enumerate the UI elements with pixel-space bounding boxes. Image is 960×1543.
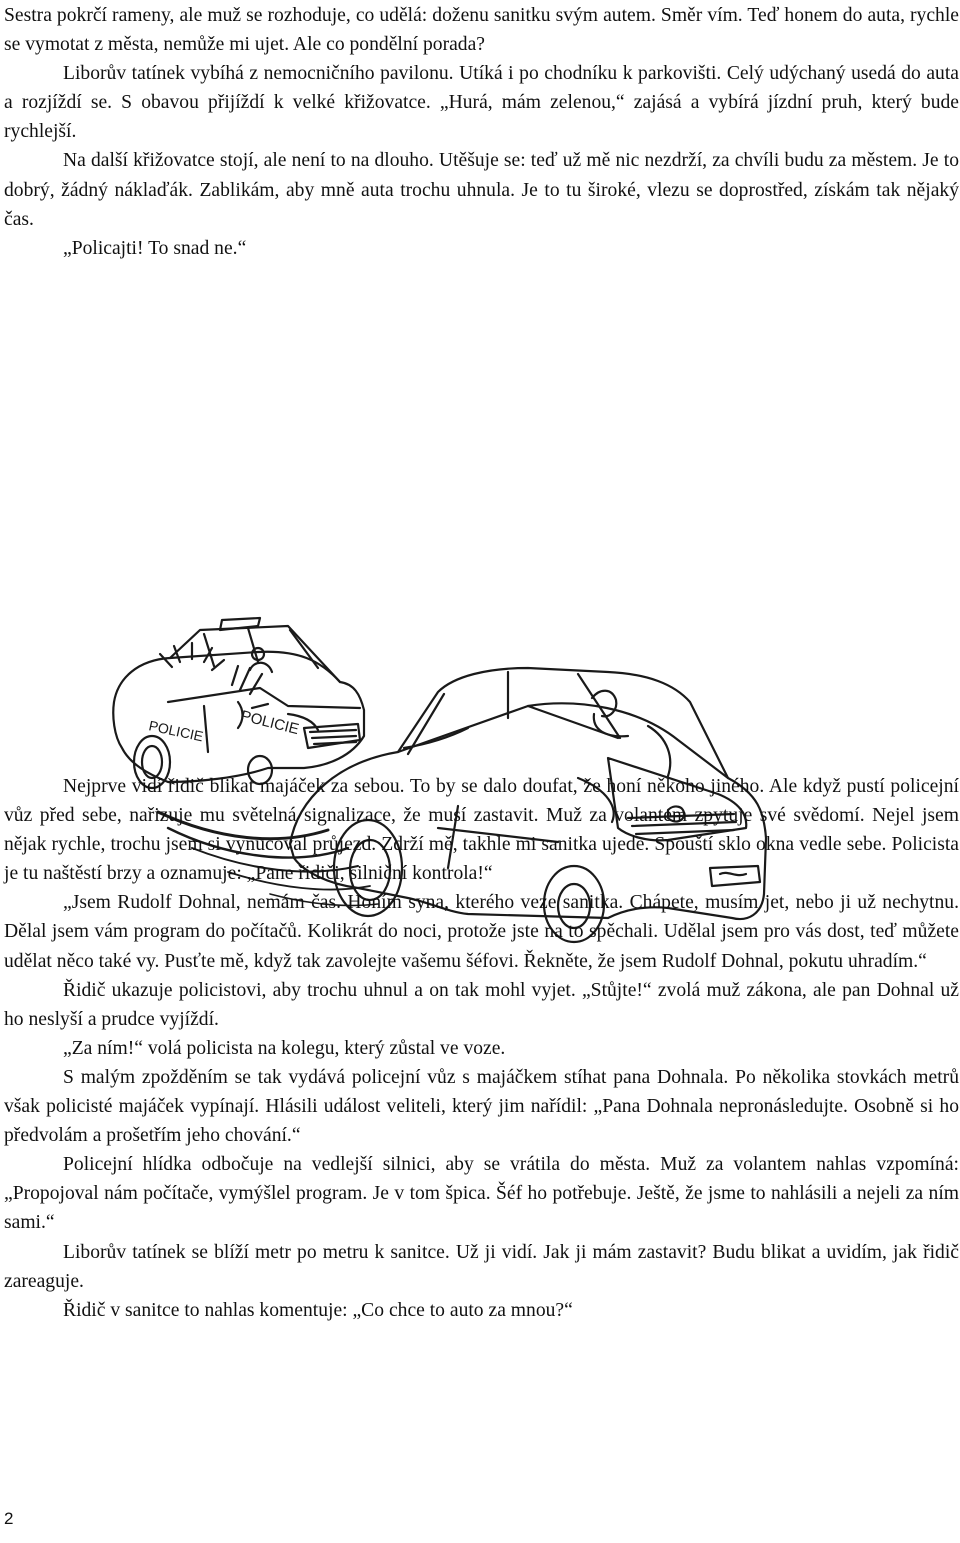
paragraph: „Jsem Rudolf Dohnal, nemám čas. Honím syna, kterého veze sanitka. Chápete, musím jet, nebo ji už nechytnu. Dělal jsem vám program do počítačů. Kolikrát do noci, protože jste na to spěchali. Udělal jsem pro vás dost, teď můžete udělat něco také vy. Pusťte mě, když tak zavolejte vašemu šéfovi. Řekněte, že jsem Rudolf Dohnal, pokutu uhradím.“ bbox=[4, 892, 959, 972]
police-car-lettering-door: POLICIE bbox=[239, 707, 301, 739]
car-chase-illustration bbox=[108, 707, 848, 758]
paragraph: Nejprve vidí řidič blikat majáček za sebou. To by se dalo doufat, že honí někoho jiného. Ale když pustí policejní vůz před sebe, nařizuje mu světelná signalizace, že musí zastavit. Muž za volantem zpytuje své svědomí. Nejel jsem nějak rychle, trochu jsem si vynucoval průjezd. Zdrží mě, takhle mi sanitka ujede. Spouští sklo okna vedle sebe. Policista je tu naštěstí brzy a oznamuje: „Pane řidiči, silniční kontrola!“ bbox=[4, 776, 959, 885]
police-car-drawing bbox=[113, 618, 364, 788]
paragraph: Na další křižovatce stojí, ale není to na dlouho. Utěšuje se: teď už mě nic nezdrží, za chvíli budu za městem. Je to dobrý, žádný náklaďák. Zablikám, aby mně auta trochu uhnula. Je to tu široké, vlezu se doprostřed, získám tak nějaký čas. bbox=[4, 150, 959, 230]
paragraph: Liborův tatínek vybíhá z nemocničního pavilonu. Utíká i po chodníku k parkovišti. Celý udýchaný usedá do auta a rozjíždí se. S obavou přijíždí k velké křižovatce. „Hurá, mám zelenou,“ zajásá a vybírá jízdní pruh, který bude rychlejší. bbox=[4, 63, 959, 143]
page-number: 2 bbox=[4, 1509, 14, 1528]
paragraph: Řidič v sanitce to nahlas komentuje: „Co chce to auto za mnou?“ bbox=[63, 1299, 573, 1321]
paragraph: „Za ním!“ volá policista na kolegu, který zůstal ve voze. bbox=[63, 1037, 506, 1059]
paragraph: Liborův tatínek se blíží metr po metru k sanitce. Už ji vidí. Jak ji mám zastavit? Budu blikat a uvidím, jak řidič zareaguje. bbox=[4, 1241, 959, 1292]
police-car-lettering-side: POLICIE bbox=[147, 717, 205, 745]
paragraph: „Policajti! To snad ne.“ bbox=[63, 237, 247, 259]
text-block-bottom bbox=[4, 772, 959, 1325]
paragraph: Řidič ukazuje policistovi, aby trochu uhnul a on tak mohl vyjet. „Stůjte!“ zvolá muž zákona, ale pan Dohnal už ho neslyší a prudce vyjíždí. bbox=[4, 979, 959, 1030]
text-block-top bbox=[4, 1, 959, 263]
paragraph: Sestra pokrčí rameny, ale muž se rozhoduje, co udělá: doženu sanitku svým autem. Směr vím. Teď honem do auta, rychle se vymotat z města, nemůže mi ujet. Ale co pondělní porada? bbox=[4, 5, 959, 56]
paragraph: S malým zpožděním se tak vydává policejní vůz s majáčkem stíhat pana Dohnala. Po několika stovkách metrů však policisté majáček vypínají. Hlásili událost veliteli, který jim nařídil: „Pana Dohnala nepronásledujte. Osobně si ho předvolám a prošetřím jeho chování.“ bbox=[4, 1066, 959, 1147]
paragraph: Policejní hlídka odbočuje na vedlejší silnici, aby se vrátila do města. Muž za volantem nahlas vzpomíná: „Propojoval nám počítače, vymýšlel program. Je v tom špica. Šéf ho potřebuje. Ještě, že jsme to nahlásili a nejeli za ním sami.“ bbox=[4, 1154, 959, 1234]
